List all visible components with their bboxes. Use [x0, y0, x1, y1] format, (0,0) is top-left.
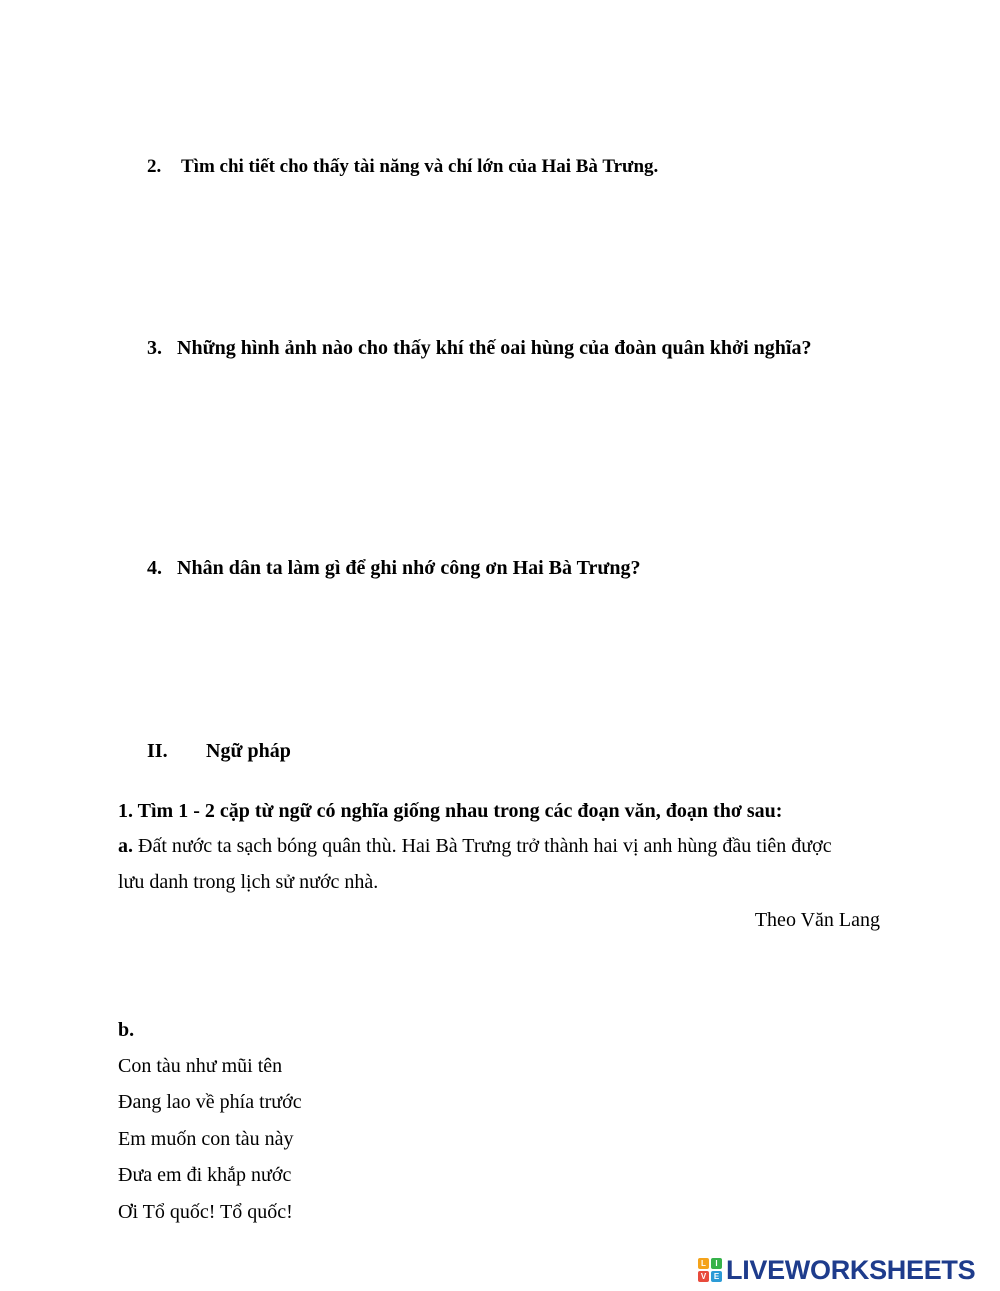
passage-a-source: Theo Văn Lang — [754, 909, 880, 931]
logo-mark-icon: L I V E — [698, 1258, 722, 1282]
liveworksheets-logo — [698, 1255, 975, 1285]
question-text: Những hình ảnh nào cho thấy khí thế oai hùng của đoàn quân khởi nghĩa? — [177, 337, 812, 359]
passage-a-line-1: a. Đất nước ta sạch bóng quân thù. Hai Bà Trưng trở thành hai vị anh hùng đầu tiên được — [118, 835, 832, 857]
exercise-title: 1. Tìm 1 - 2 cặp từ ngữ có nghĩa giống nhau trong các đoạn văn, đoạn thơ sau: — [118, 800, 783, 822]
section-number: II. — [147, 740, 168, 762]
passage-a-line-2: lưu danh trong lịch sử nước nhà. — [118, 871, 379, 893]
poem-line: Đang lao về phía trước — [118, 1091, 302, 1113]
section-heading — [147, 740, 291, 763]
question-number: 2. — [147, 156, 162, 177]
question-2 — [147, 156, 658, 178]
question-text: Tìm chi tiết cho thấy tài năng và chí lớn của Hai Bà Trưng. — [181, 156, 659, 177]
question-number: 4. — [147, 557, 162, 579]
passage-a-label: a. — [118, 835, 133, 857]
poem-line: Ơi Tổ quốc! Tổ quốc! — [118, 1201, 293, 1223]
section-title: Ngữ pháp — [206, 740, 291, 762]
question-text: Nhân dân ta làm gì để ghi nhớ công ơn Hai Bà Trưng? — [177, 557, 641, 579]
question-number: 3. — [147, 337, 162, 359]
question-4 — [147, 557, 641, 580]
passage-b-label: b. — [118, 1019, 135, 1041]
poem-line: Con tàu như mũi tên — [118, 1055, 283, 1077]
question-3 — [147, 337, 811, 360]
logo-text: LIVEWORKSHEETS — [726, 1254, 976, 1285]
poem-line: Em muốn con tàu này — [118, 1128, 294, 1150]
poem-line: Đưa em đi khắp nước — [118, 1164, 292, 1186]
passage-a — [118, 828, 832, 900]
